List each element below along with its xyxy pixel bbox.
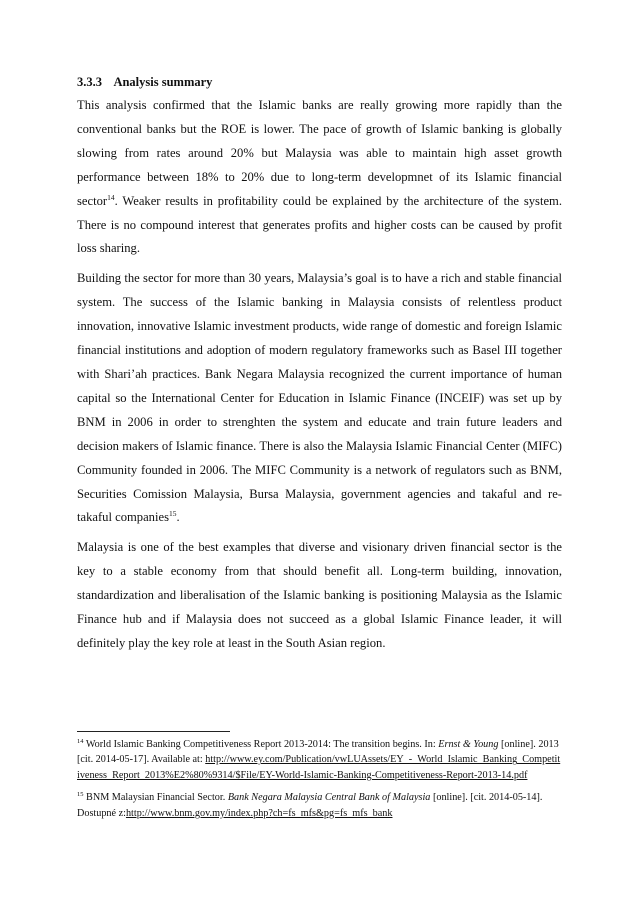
footnote-ref-14[interactable]: 14 (107, 192, 115, 202)
footnotes (77, 737, 562, 828)
paragraph-3: Malaysia is one of the best examples that diverse and visionary driven financial sector is the key to a stable economy from that should benefit all. Long-term building, innovation, standardization and liberalisation of the Islamic banking is positioning Malaysia as the Islamic Finance hub and if Malaysia does not succeed as a global Islamic Finance leader, it will definitely play the key role at least in the South Asian region. (77, 540, 562, 650)
footnote-text: World Islamic Banking Competitiveness Report 2013-2014: The transition begins. In: (83, 739, 439, 750)
section-heading (77, 70, 562, 94)
paragraph-1-text-b: . Weaker results in profitability could be explained by the architecture of the system. There is no compound interest that generates profits and higher costs can be caused by profit loss sharing. (77, 193, 562, 256)
paragraph-2-text-b: . (176, 510, 180, 525)
footnote-15 (77, 790, 562, 821)
footnote-marker: 14 (77, 738, 84, 745)
footnote-separator (77, 731, 230, 732)
footnote-source: Bank Negara Malaysia Central Bank of Malaysia (227, 792, 431, 804)
paragraph-2-text-a: Building the sector for more than 30 years, Malaysia’s goal is to have a rich and stable financial system. The success of the Islamic banking in Malaysia consists of relentless product innovation, innovative Islamic investment products, wide range of domestic and foreign Islamic financial institutions and adoption of modern regulatory frameworks such as Basel III together with Shari’ah practices. Bank Negara Malaysia recognized the current importance of human capital so the International Center for Education in Islamic Finance (INCEIF) was set up by BNM in 2006 in order to strenghten the system and educate and train future leaders and decision makers of Islamic finance. There is also the Malaysia Islamic Financial Center (MIFC) Community founded in 2006. The MIFC Community is a network of regulators such as BNM, Securities Comission Malaysia, Bursa Malaysia, government agencies and takaful and re-takaful companies (77, 271, 562, 525)
paragraph-2 (77, 267, 562, 530)
main-content (77, 70, 562, 662)
footnote-text: [online]. [cit. 2014-05-14]. Dostupné z: (77, 792, 543, 819)
paragraph-1 (77, 94, 562, 261)
footnote-14 (77, 737, 562, 783)
section-number: 3.3.3 (77, 75, 102, 89)
paragraph-1-text-a: This analysis confirmed that the Islamic banks are really growing more rapidly than the conventional banks but the ROE is lower. The pace of growth of Islamic banking is globally slowing from rates around 20% but Malaysia was able to maintain high asset growth performance between 18% to 20% due to long-term developmnet of its Islamic financial sector (77, 98, 562, 208)
footnote-link[interactable]: http://www.ey.com/Publication/vwLUAssets/EY_-_World_Islamic_Banking_Competitiveness_Report_2013%E2%80%9314/$File/EY-World-Islamic-Banking-Competitiveness-Report-2013-14.pdf (77, 754, 561, 781)
footnote-text: BNM Malaysian Financial Sector. (83, 792, 228, 804)
footnote-marker: 15 (77, 791, 84, 799)
footnote-link[interactable]: http://www.bnm.gov.my/index.php?ch=fs_mfs&pg=fs_mfs_bank (125, 807, 393, 819)
footnote-text: [online]. 2013 [cit. 2014-05-17]. Available at: (77, 739, 559, 766)
section-title: Analysis summary (113, 75, 213, 89)
footnote-source: Ernst & Young (438, 739, 499, 750)
footnote-ref-15[interactable]: 15 (168, 509, 177, 519)
